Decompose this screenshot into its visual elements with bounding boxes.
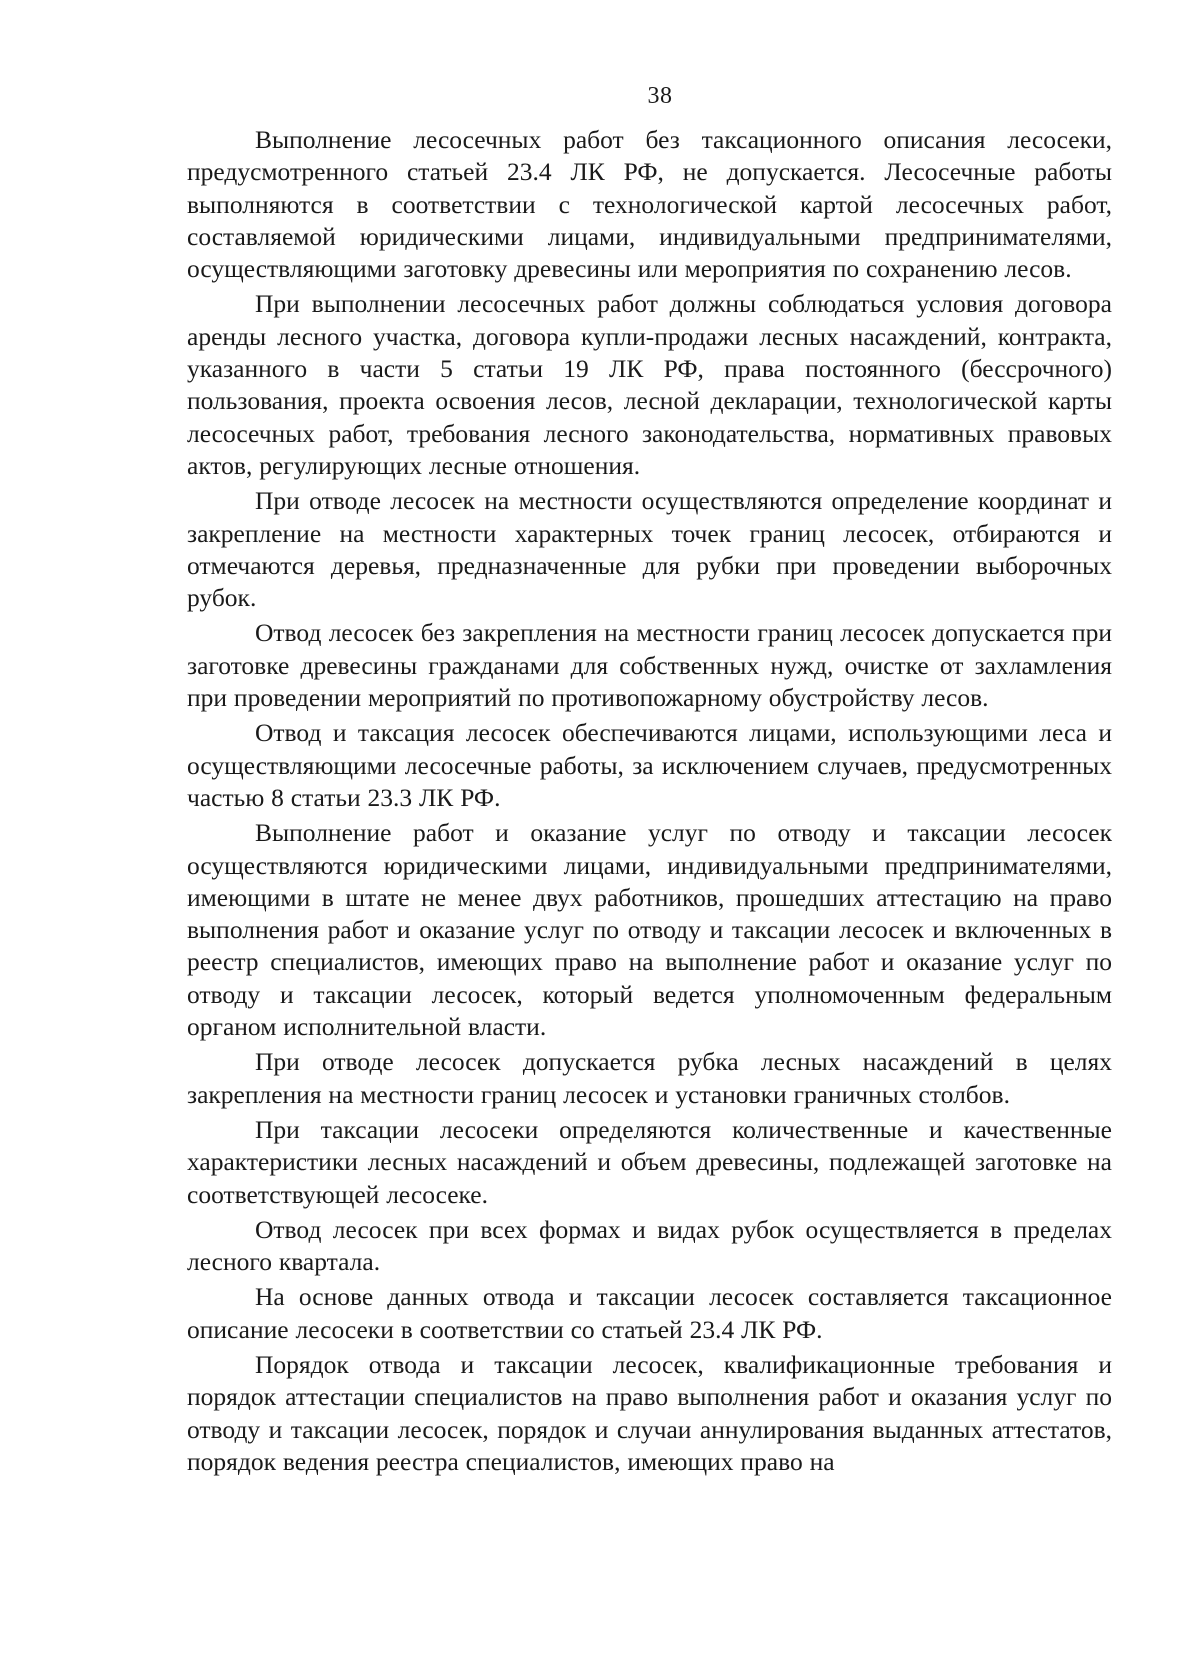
paragraph: Выполнение работ и оказание услуг по отводу и таксации лесосек осуществляются юридическими лицами, индивидуальными предпринимателями, имеющими в штате не менее двух работников, прошедших аттестацию на право выполнения работ и оказание услуг по отводу и таксации лесосек и включенных в реестр специалистов, имеющих право на выполнение работ и оказание услуг по отводу и таксации лесосек, который ведется уполномоченным федеральным органом исполнительной власти. — [187, 818, 1112, 1042]
page-number: 38 — [647, 83, 673, 109]
paragraph: Отвод и таксация лесосек обеспечиваются лицами, использующими леса и осуществляющими лесосечные работы, за исключением случаев, предусмотренных частью 8 статьи 23.3 ЛК РФ. — [187, 718, 1112, 812]
document-body — [187, 124, 1112, 1481]
paragraph: Порядок отвода и таксации лесосек, квалификационные требования и порядок аттестации специалистов на право выполнения работ и оказания услуг по отводу и таксации лесосек, порядок и случаи аннулирования выданных аттестатов, порядок ведения реестра специалистов, имеющих право на — [187, 1349, 1112, 1476]
paragraph: Отвод лесосек при всех формах и видах рубок осуществляется в пределах лесного квартала. — [187, 1214, 1112, 1277]
paragraph: При таксации лесосеки определяются количественные и качественные характеристики лесных насаждений и объем древесины, подлежащей заготовке на соответствующей лесосеке. — [187, 1114, 1112, 1209]
paragraph: При отводе лесосек на местности осуществляются определение координат и закрепление на местности характерных точек границ лесосек, отбираются и отмечаются деревья, предназначенные для рубки при проведении выборочных рубок. — [187, 486, 1112, 613]
paragraph: При выполнении лесосечных работ должны соблюдаться условия договора аренды лесного участка, договора купли-продажи лесных насаждений, контракта, указанного в части 5 статьи 19 ЛК РФ, права постоянного (бессрочного) пользования, проекта освоения лесов, лесной декларации, технологической карты лесосечных работ, требования лесного законодательства, нормативных правовых актов, регулирующих лесные отношения. — [187, 289, 1112, 480]
paragraph: Отвод лесосек без закрепления на местности границ лесосек допускается при заготовке древесины гражданами для собственных нужд, очистке от захламления при проведении мероприятий по противопожарному обустройству лесов. — [187, 618, 1112, 713]
paragraph: При отводе лесосек допускается рубка лесных насаждений в целях закрепления на местности границ лесосек и установки граничных столбов. — [187, 1047, 1112, 1109]
paragraph: На основе данных отвода и таксации лесосек составляется таксационное описание лесосеки в соответствии со статьей 23.4 ЛК РФ. — [187, 1282, 1112, 1344]
paragraph: Выполнение лесосечных работ без таксационного описания лесосеки, предусмотренного статьей 23.4 ЛК РФ, не допускается. Лесосечные работы выполняются в соответствии с технологической картой лесосечных работ, составляемой юридическими лицами, индивидуальными предпринимателями, осуществляющими заготовку древесины или мероприятия по сохранению лесов. — [187, 125, 1112, 284]
